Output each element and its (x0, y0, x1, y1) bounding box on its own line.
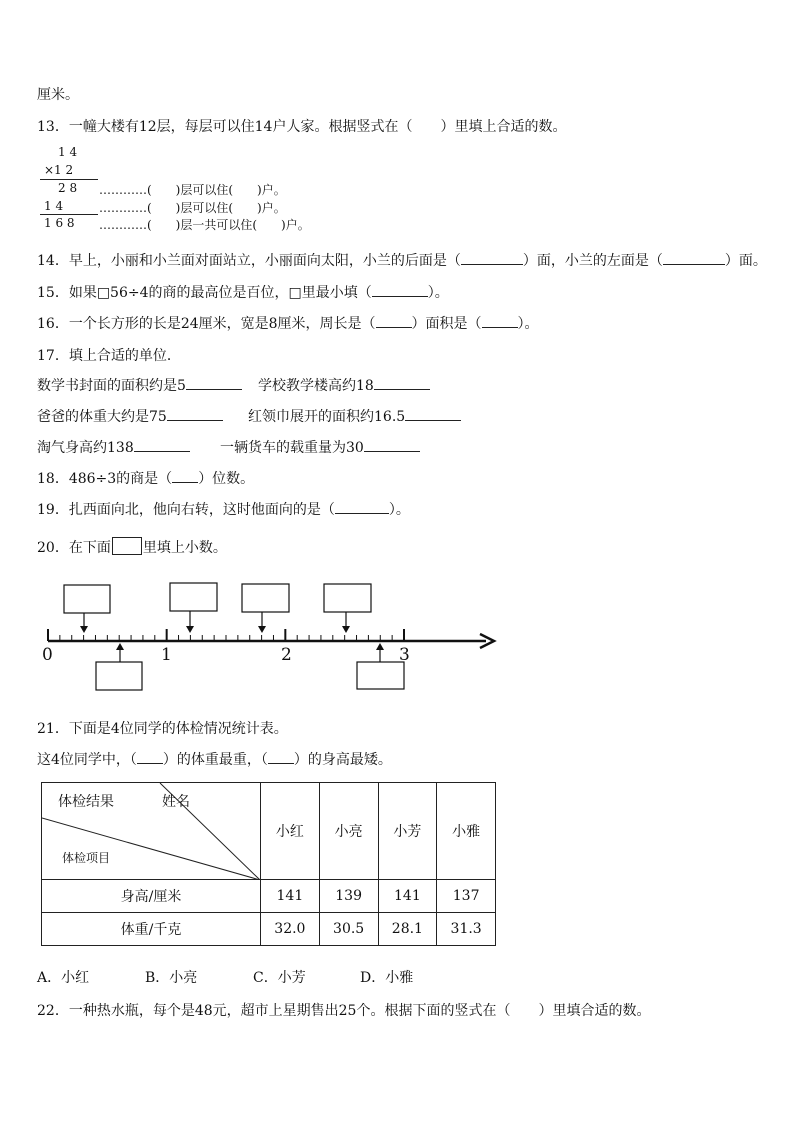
question-17: 17．填上合适的单位． (37, 348, 181, 364)
answer-box[interactable] (357, 662, 404, 689)
answer-blank[interactable] (137, 749, 163, 764)
q17-item: 淘气身高约138 (37, 437, 190, 457)
q21-question-line: 这4位同学中，（ ）的体重最重，（ ）的身高最矮。 (37, 749, 392, 769)
question-22: 22．一种热水瓶，每个是48元，超市上星期售出25个。根据下面的竖式在（ ）里填合适的数。 (37, 1003, 651, 1019)
row-label: 体重/千克 (42, 913, 261, 946)
option-b[interactable]: B．小亮 (145, 970, 198, 986)
header-item-label: 体检项目 (62, 851, 111, 865)
table-cell: 139 (319, 880, 378, 913)
arrow-tip-icon (80, 626, 88, 633)
header-diagonal-cell (42, 783, 261, 880)
q14-text-b: ）面，小兰的左面是（ (522, 253, 663, 269)
q17-item: 数学书封面的面积约是5 (37, 375, 242, 395)
answer-blank[interactable] (461, 250, 523, 265)
answer-box[interactable] (64, 585, 110, 613)
question-18: 18．486÷3的商是（ ）位数。 (37, 468, 254, 488)
calc-row-1: 1 4 (58, 145, 78, 159)
answer-blank[interactable] (376, 313, 412, 328)
question-21: 21．下面是4位同学的体检情况统计表。 (37, 721, 288, 737)
calc-row-2: ×1 2 (44, 163, 74, 177)
name-cell: 小芳 (378, 783, 437, 880)
question-20: 20．在下面 里填上小数。 (37, 537, 227, 557)
axis-label-2: 2 (281, 645, 292, 665)
arrow-tip-icon (342, 626, 350, 633)
calc-divider-2 (40, 214, 98, 215)
arrow-tip-icon (186, 626, 194, 633)
q17-item: 一辆货车的载重量为30 (220, 437, 420, 457)
calc-note-2: …………( )层可以住( )户。 (99, 201, 286, 215)
answer-blank[interactable] (374, 375, 430, 390)
q14-text-c: ）面。 (724, 253, 767, 269)
table-cell: 141 (261, 880, 320, 913)
calc-note-3: …………( )层一共可以住( )户。 (99, 218, 310, 232)
calc-row-3: 2 8 (58, 181, 78, 195)
option-c[interactable]: C．小芳 (253, 970, 306, 986)
answer-blank[interactable] (186, 375, 242, 390)
table-cell: 32.0 (261, 913, 320, 946)
axis-label-3: 3 (399, 645, 410, 665)
name-cell: 小亮 (319, 783, 378, 880)
arrow-tip-icon (258, 626, 266, 633)
table-cell: 141 (378, 880, 437, 913)
calc-note-1: …………( )层可以住( )户。 (99, 183, 286, 197)
arrow-tip-icon (376, 643, 384, 650)
table-cell: 31.3 (437, 913, 496, 946)
table-row (42, 913, 496, 946)
table-cell: 137 (437, 880, 496, 913)
health-check-table (41, 782, 496, 946)
q16-text-c: ）。 (517, 316, 539, 332)
q16-text-a: 16．一个长方形的长是24厘米，宽是8厘米，周长是（ (37, 316, 376, 332)
answer-box[interactable] (242, 584, 289, 612)
answer-blank[interactable] (268, 749, 294, 764)
axis-label-1: 1 (161, 645, 172, 665)
example-box (112, 537, 142, 555)
name-cell: 小雅 (437, 783, 496, 880)
answer-blank[interactable] (405, 406, 461, 421)
option-a[interactable]: A．小红 (37, 970, 90, 986)
calc-row-4: 1 4 (44, 199, 64, 213)
arrow-tip-icon (116, 643, 124, 650)
answer-blank[interactable] (372, 282, 428, 297)
option-d[interactable]: D．小雅 (360, 970, 414, 986)
answer-blank[interactable] (335, 499, 389, 514)
q17-item: 爸爸的体重大约是75 (37, 406, 223, 426)
answer-blank[interactable] (134, 437, 190, 452)
calc-divider-1 (40, 179, 98, 180)
number-line-figure (0, 570, 794, 700)
answer-blank[interactable] (167, 406, 223, 421)
q14-text-a: 14．早上，小丽和小兰面对面站立，小丽面向太阳，小兰的后面是（ (37, 253, 461, 269)
q17-item: 红领巾展开的面积约16.5 (248, 406, 461, 426)
answer-blank[interactable] (364, 437, 420, 452)
question-14 (37, 250, 767, 270)
answer-box[interactable] (170, 583, 217, 611)
question-19: 19．扎西面向北，他向右转，这时他面向的是（ ）。 (37, 499, 410, 519)
row-label: 身高/厘米 (42, 880, 261, 913)
answer-box[interactable] (324, 584, 371, 612)
question-15 (37, 282, 449, 302)
question-13: 13．一幢大楼有12层，每层可以住14户人家。根据竖式在（ ）里填上合适的数。 (37, 119, 567, 135)
q15-text-b: ）。 (427, 285, 449, 301)
header-name-label: 姓名 (162, 794, 190, 810)
answer-blank[interactable] (663, 250, 725, 265)
question-16 (37, 313, 539, 333)
text-fragment: 厘米。 (37, 87, 79, 103)
answer-blank[interactable] (482, 313, 518, 328)
table-cell: 28.1 (378, 913, 437, 946)
answer-blank[interactable] (172, 468, 198, 483)
answer-box[interactable] (96, 662, 142, 690)
q16-text-b: ）面积是（ (411, 316, 482, 332)
table-row (42, 880, 496, 913)
axis-label-0: 0 (42, 645, 53, 665)
calc-row-5: 1 6 8 (44, 216, 75, 230)
header-result-label: 体检结果 (58, 794, 114, 810)
name-cell: 小红 (261, 783, 320, 880)
table-cell: 30.5 (319, 913, 378, 946)
q15-text-a: 15．如果□56÷4的商的最高位是百位，□里最小填（ (37, 285, 372, 301)
q17-item: 学校教学楼高约18 (258, 375, 430, 395)
